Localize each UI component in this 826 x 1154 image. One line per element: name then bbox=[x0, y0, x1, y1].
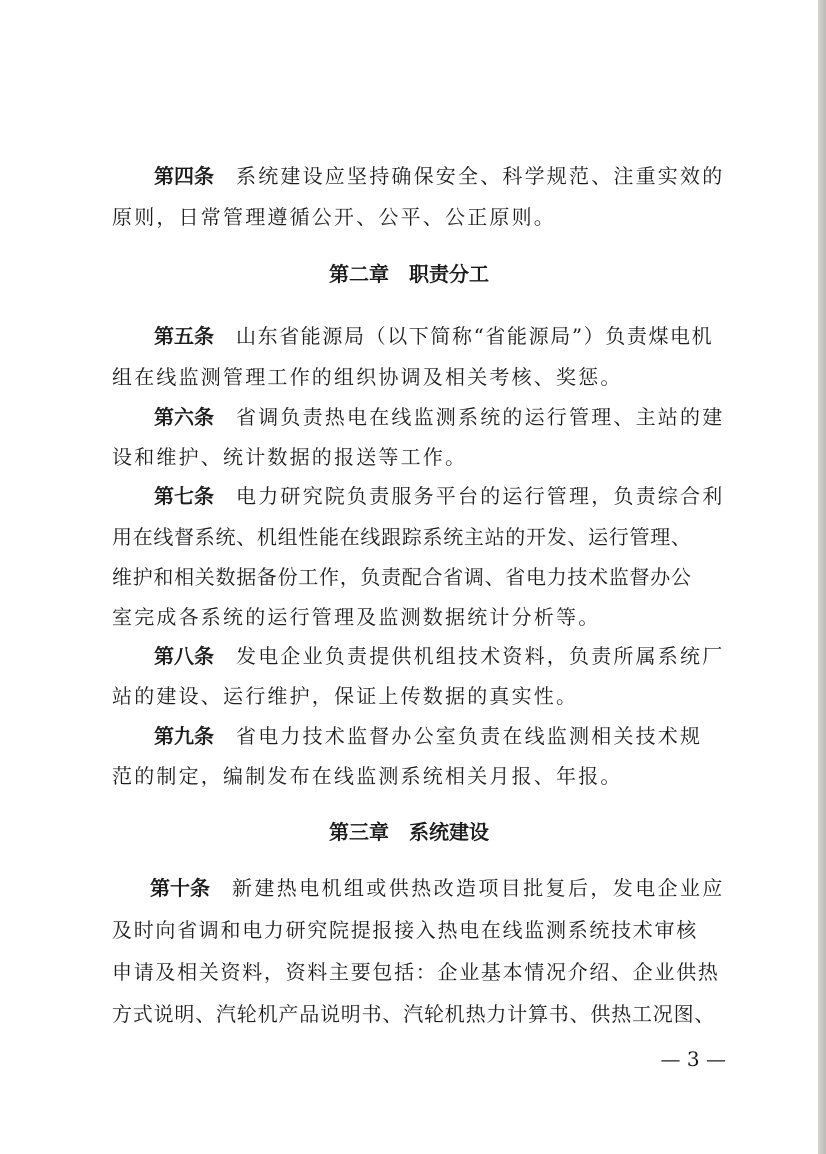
chapter-heading-3: 第三章 系统建设 bbox=[329, 820, 489, 844]
article-9-text-1: 省电力技术监督办公室负责在线监测相关技术规 bbox=[236, 724, 703, 748]
article-10-text-2: 及时向省调和电力研究院提报接入热电在线监测系统技术审核 bbox=[112, 918, 698, 942]
article-7-line-1 bbox=[112, 481, 726, 511]
scan-edge-shadow bbox=[818, 0, 826, 1154]
article-8-label: 第八条 bbox=[154, 644, 214, 668]
article-6-text-2: 设和维护、统计数据的报送等工作。 bbox=[112, 445, 468, 469]
article-10-text-1: 新建热电机组或供热改造项目批复后，发电企业应 bbox=[232, 876, 725, 900]
article-5-text-2: 组在线监测管理工作的组织协调及相关考核、奖惩。 bbox=[112, 365, 623, 389]
article-10-line-3 bbox=[112, 957, 726, 987]
article-7-line-2 bbox=[112, 522, 726, 552]
article-7-label: 第七条 bbox=[154, 484, 214, 508]
article-4-text-1: 系统建设应坚持确保安全、科学规范、注重实效的 bbox=[236, 164, 725, 188]
article-7-line-3 bbox=[112, 562, 726, 592]
article-4-label: 第四条 bbox=[154, 164, 214, 188]
article-8-text-2: 站的建设、运行维护，保证上传数据的真实性。 bbox=[112, 684, 579, 708]
article-10-label: 第十条 bbox=[150, 876, 210, 900]
article-7-text-3: 维护和相关数据备份工作，负责配合省调、省电力技术监督办公 bbox=[112, 565, 692, 589]
chapter-heading-2: 第二章 职责分工 bbox=[329, 262, 489, 286]
article-8-line-2 bbox=[112, 681, 726, 711]
page-number: — 3 — bbox=[660, 1047, 726, 1071]
article-6-line-2 bbox=[112, 442, 726, 472]
article-10-text-3: 申请及相关资料，资料主要包括：企业基本情况介绍、企业供热 bbox=[112, 960, 720, 984]
article-6-text-1: 省调负责热电在线监测系统的运行管理、主站的建 bbox=[236, 405, 725, 429]
article-7-line-4 bbox=[112, 602, 726, 632]
article-7-text-1: 电力研究院负责服务平台的运行管理，负责综合利 bbox=[236, 484, 725, 508]
article-8-text-1: 发电企业负责提供机组技术资料，负责所属系统厂 bbox=[236, 644, 725, 668]
article-7-text-4: 室完成各系统的运行管理及监测数据统计分析等。 bbox=[112, 605, 601, 629]
article-7-text-2: 用在线督系统、机组性能在线跟踪系统主站的开发、运行管理、 bbox=[112, 525, 692, 549]
article-4-line-1 bbox=[112, 161, 726, 191]
article-6-line-1 bbox=[112, 402, 726, 432]
article-9-line-2 bbox=[112, 761, 726, 791]
article-6-label: 第六条 bbox=[154, 405, 214, 429]
article-10-line-2 bbox=[112, 915, 726, 945]
article-5-label: 第五条 bbox=[154, 324, 214, 348]
article-10-line-4 bbox=[112, 999, 726, 1029]
article-5-text-1: 山东省能源局（以下简称“省能源局”）负责煤电机 bbox=[236, 324, 714, 348]
article-5-line-1 bbox=[112, 321, 726, 351]
article-9-line-1 bbox=[112, 721, 726, 751]
article-5-line-2 bbox=[112, 362, 726, 392]
article-10-text-4: 方式说明、汽轮机产品说明书、汽轮机热力计算书、供热工况图、 bbox=[112, 1002, 716, 1026]
article-9-text-2: 范的制定，编制发布在线监测系统相关月报、年报。 bbox=[112, 764, 623, 788]
article-9-label: 第九条 bbox=[154, 724, 214, 748]
article-8-line-1 bbox=[112, 641, 726, 671]
article-4-line-2 bbox=[112, 202, 726, 232]
article-10-line-1 bbox=[112, 873, 726, 903]
article-4-text-2: 原则，日常管理遵循公开、公平、公正原则。 bbox=[112, 205, 556, 229]
